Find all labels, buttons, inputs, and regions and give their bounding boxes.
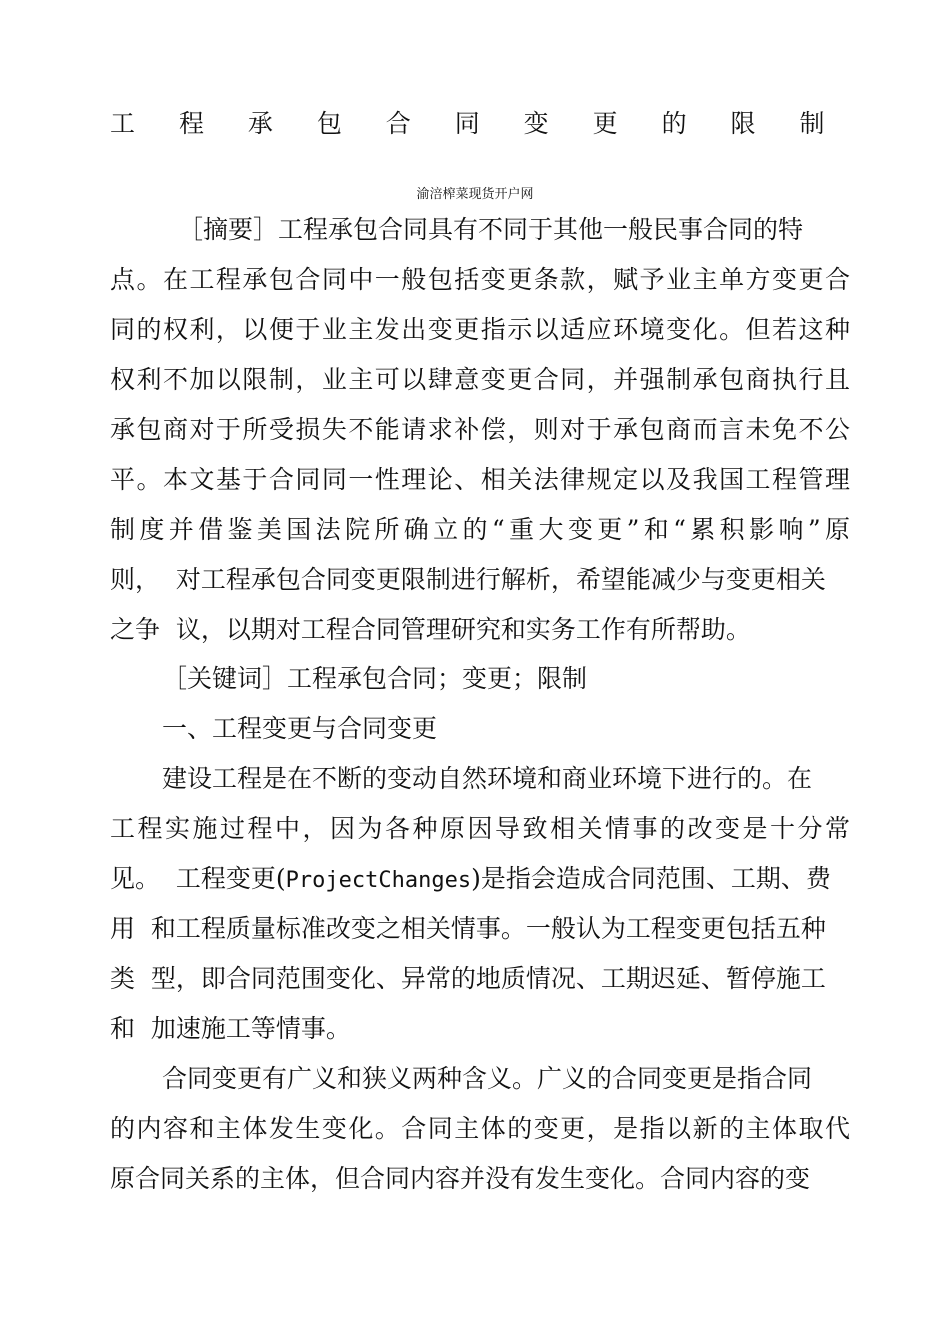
abstract-line: 则， 对工程承包合同变更限制进行解析，希望能减少与变更相关 [110,565,826,594]
paragraph-line: 用 和工程质量标准改变之相关情事。一般认为工程变更包括五种 [110,914,826,943]
document-title: 工 程 承 包 合 同 变 更 的 限 制 [110,109,843,138]
abstract-line: 点。在工程承包合同中一般包括变更条款，赋予业主单方变更合 [110,265,850,294]
paragraph-line: 工程实施过程中，因为各种原因导致相关情事的改变是十分常 [110,814,850,843]
paragraph-line: 原合同关系的主体，但合同内容并没有发生变化。合同内容的变 [110,1164,811,1193]
abstract-line: 之争 议，以期对工程合同管理研究和实务工作有所帮助。 [110,615,751,644]
abstract-line: 制度并借鉴美国法院所确立的“重大变更”和“累积影响”原 [110,515,850,544]
abstract-line: ［摘要］工程承包合同具有不同于其他一般民事合同的特 [178,215,804,244]
paragraph-line: 类 型，即合同范围变化、异常的地质情况、工期迟延、暂停施工 [110,964,826,993]
english-term: ProjectChanges [285,868,472,893]
paragraph-line: 合同变更有广义和狭义两种含义。广义的合同变更是指合同 [162,1064,813,1093]
paragraph-line [110,864,850,896]
abstract-line: 权利不加以限制，业主可以肆意变更合同，并强制承包商执行且 [110,365,850,394]
abstract-line: 承包商对于所受损失不能请求补偿，则对于承包商而言未免不公 [110,415,850,444]
text-segment: 见。 工程变更( [110,864,286,893]
source-label: 渝涪榨菜现货开户网 [416,187,534,202]
abstract-line: 同的权利，以便于业主发出变更指示以适应环境变化。但若这种 [110,315,850,344]
paragraph-line: 建设工程是在不断的变动自然环境和商业环境下进行的。在 [162,764,813,793]
paragraph-line: 的内容和主体发生变化。合同主体的变更，是指以新的主体取代 [110,1114,850,1143]
text-segment: )是指会造成合同范围、工期、费 [471,864,831,893]
abstract-line: 平。本文基于合同同一性理论、相关法律规定以及我国工程管理 [110,465,850,494]
keywords: ［关键词］工程承包合同；变更；限制 [162,664,588,693]
section-heading: 一、工程变更与合同变更 [162,714,438,743]
paragraph-line: 和 加速施工等情事。 [110,1014,351,1043]
